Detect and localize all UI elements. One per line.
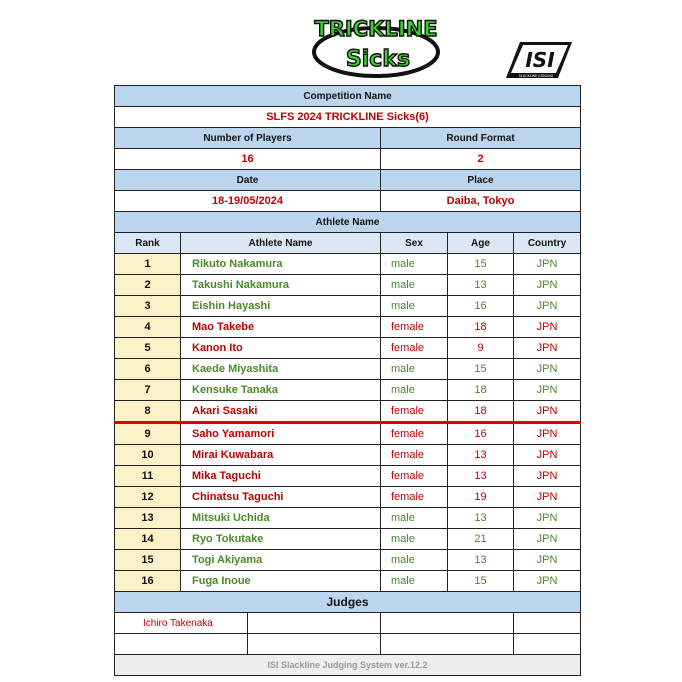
athlete-sex: female [381, 317, 448, 338]
athlete-age: 19 [448, 487, 514, 508]
athlete-name: Takushi Nakamura [181, 275, 381, 296]
athlete-rank: 14 [115, 529, 181, 550]
athlete-sex: male [381, 508, 448, 529]
judges-label: Judges [115, 592, 581, 613]
judge-name [381, 613, 514, 634]
athlete-country: JPN [514, 445, 581, 466]
athlete-row [115, 423, 581, 445]
athlete-country: JPN [514, 380, 581, 401]
athlete-name: Rikuto Nakamura [181, 254, 381, 275]
athlete-row [115, 571, 581, 592]
athlete-country: JPN [514, 423, 581, 445]
athlete-age: 15 [448, 254, 514, 275]
athlete-row [115, 445, 581, 466]
athlete-country: JPN [514, 338, 581, 359]
logo-text-sicks: Sicks [345, 47, 411, 72]
athlete-age: 13 [448, 275, 514, 296]
column-header-rank: Rank [115, 233, 181, 254]
athlete-rank: 12 [115, 487, 181, 508]
athlete-age: 18 [448, 317, 514, 338]
athlete-rank: 8 [115, 401, 181, 423]
results-sheet [114, 85, 581, 676]
athlete-name: Chinatsu Taguchi [181, 487, 381, 508]
athlete-age: 9 [448, 338, 514, 359]
athlete-sex: female [381, 401, 448, 423]
athlete-name: Kensuke Tanaka [181, 380, 381, 401]
athlete-name: Ryo Tokutake [181, 529, 381, 550]
date-value: 18-19/05/2024 [115, 191, 381, 212]
isi-logo-text: ISI [525, 48, 555, 72]
column-header-age: Age [448, 233, 514, 254]
athlete-sex: male [381, 254, 448, 275]
date-label: Date [115, 170, 381, 191]
athlete-row [115, 317, 581, 338]
athlete-name: Akari Sasaki [181, 401, 381, 423]
competition-name-label: Competition Name [115, 86, 581, 107]
players-label: Number of Players [115, 128, 381, 149]
footer-version: ISI Slackline Judging System ver.12.2 [115, 655, 581, 676]
athlete-row [115, 296, 581, 317]
athlete-age: 16 [448, 423, 514, 445]
athlete-rank: 15 [115, 550, 181, 571]
athlete-rank: 16 [115, 571, 181, 592]
judge-name [248, 634, 381, 655]
athlete-sex: female [381, 338, 448, 359]
athlete-sex: female [381, 445, 448, 466]
athlete-rank: 10 [115, 445, 181, 466]
athlete-sex: female [381, 487, 448, 508]
place-value: Daiba, Tokyo [381, 191, 581, 212]
athlete-age: 21 [448, 529, 514, 550]
athlete-age: 18 [448, 401, 514, 423]
athlete-rank: 13 [115, 508, 181, 529]
athlete-sex: female [381, 423, 448, 445]
athlete-row [115, 380, 581, 401]
athlete-name: Saho Yamamori [181, 423, 381, 445]
athlete-sex: male [381, 529, 448, 550]
players-value: 16 [115, 149, 381, 170]
athlete-row [115, 254, 581, 275]
athlete-section-label: Athlete Name [115, 212, 581, 233]
athlete-rank: 2 [115, 275, 181, 296]
athlete-rank: 9 [115, 423, 181, 445]
athlete-sex: male [381, 275, 448, 296]
isi-logo-subtext: SLACKLINE JUDGING [518, 74, 554, 78]
competition-name-value: SLFS 2024 TRICKLINE Sicks(6) [115, 107, 581, 128]
athlete-country: JPN [514, 317, 581, 338]
athlete-country: JPN [514, 275, 581, 296]
athlete-country: JPN [514, 296, 581, 317]
athlete-country: JPN [514, 401, 581, 423]
athlete-country: JPN [514, 254, 581, 275]
judge-name [514, 613, 581, 634]
column-header-country: Country [514, 233, 581, 254]
athlete-age: 13 [448, 466, 514, 487]
athlete-age: 15 [448, 359, 514, 380]
athlete-row [115, 550, 581, 571]
athlete-row [115, 401, 581, 423]
athlete-row [115, 466, 581, 487]
judge-name [248, 613, 381, 634]
athlete-age: 13 [448, 550, 514, 571]
athlete-country: JPN [514, 359, 581, 380]
athlete-country: JPN [514, 550, 581, 571]
athlete-row [115, 338, 581, 359]
athlete-rank: 11 [115, 466, 181, 487]
isi-logo [506, 40, 574, 80]
athlete-country: JPN [514, 508, 581, 529]
athlete-country: JPN [514, 571, 581, 592]
athlete-sex: male [381, 380, 448, 401]
athlete-name: Fuga Inoue [181, 571, 381, 592]
athlete-row [115, 529, 581, 550]
athlete-age: 13 [448, 508, 514, 529]
athlete-rank: 1 [115, 254, 181, 275]
athlete-sex: male [381, 359, 448, 380]
judge-name [115, 634, 248, 655]
athlete-rank: 6 [115, 359, 181, 380]
place-label: Place [381, 170, 581, 191]
athlete-row [115, 487, 581, 508]
athlete-country: JPN [514, 529, 581, 550]
athlete-row [115, 359, 581, 380]
athlete-rank: 7 [115, 380, 181, 401]
trickline-sicks-logo [306, 8, 446, 82]
athlete-age: 15 [448, 571, 514, 592]
judge-name: Ichiro Takenaka [115, 613, 248, 634]
judge-name [514, 634, 581, 655]
athlete-row [115, 275, 581, 296]
round-format-value: 2 [381, 149, 581, 170]
column-header-sex: Sex [381, 233, 448, 254]
judge-name [381, 634, 514, 655]
athlete-sex: female [381, 466, 448, 487]
athlete-name: Eishin Hayashi [181, 296, 381, 317]
athlete-rank: 3 [115, 296, 181, 317]
athlete-rank: 5 [115, 338, 181, 359]
athlete-row [115, 508, 581, 529]
athlete-age: 13 [448, 445, 514, 466]
athlete-name: Mirai Kuwabara [181, 445, 381, 466]
athlete-sex: male [381, 550, 448, 571]
athlete-age: 16 [448, 296, 514, 317]
round-format-label: Round Format [381, 128, 581, 149]
athlete-sex: male [381, 296, 448, 317]
logo-text-trickline: TRICKLINE [314, 17, 438, 41]
athlete-name: Mika Taguchi [181, 466, 381, 487]
column-header-name: Athlete Name [181, 233, 381, 254]
athlete-name: Kanon Ito [181, 338, 381, 359]
athlete-name: Togi Akiyama [181, 550, 381, 571]
athlete-age: 18 [448, 380, 514, 401]
athlete-name: Mitsuki Uchida [181, 508, 381, 529]
athlete-rank: 4 [115, 317, 181, 338]
athlete-name: Kaede Miyashita [181, 359, 381, 380]
athlete-country: JPN [514, 466, 581, 487]
athlete-country: JPN [514, 487, 581, 508]
athlete-sex: male [381, 571, 448, 592]
athlete-name: Mao Takebe [181, 317, 381, 338]
